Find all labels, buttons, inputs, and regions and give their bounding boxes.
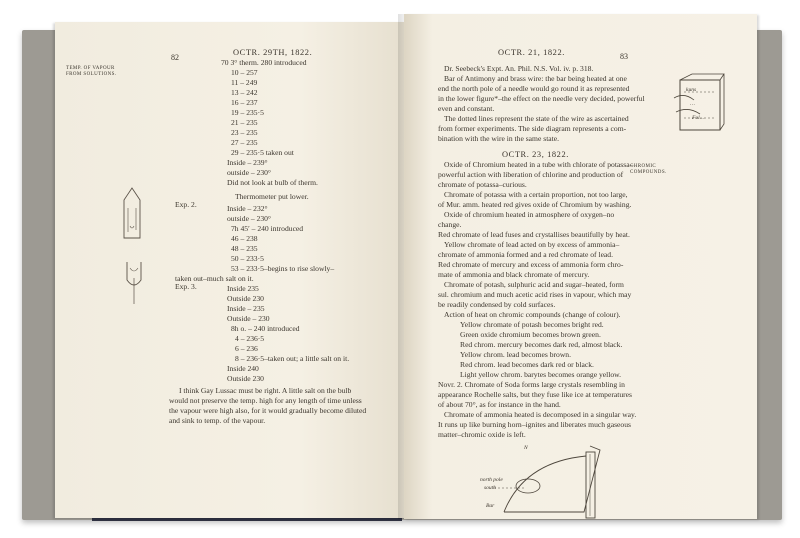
paragraph-line: Action of heat on chromic compounds (change of colour). — [444, 310, 621, 319]
paragraph-line: Bar of Antimony and brass wire: the bar being heated at one — [444, 74, 627, 83]
paragraph-line: chromate of ammonia formed and a red chromate of lead. — [438, 250, 614, 259]
left-page-header: OCTR. 29TH, 1822. — [233, 48, 313, 57]
paragraph-line: appearance Rochelle salts, but they fuse like ice at temperatures — [438, 390, 632, 399]
sketch-word: Fol… — [692, 115, 705, 121]
text-line: outside – 230° — [227, 168, 271, 177]
text-line: Inside – 232° — [227, 204, 268, 213]
list-item: Yellow chromate of potash becomes bright red. — [460, 320, 604, 329]
text-line: 19 – 235·5 — [231, 108, 264, 117]
text-line: 11 – 249 — [231, 78, 258, 87]
paragraph-line: Red chromate of mercury and excess of ammonia form chro- — [438, 260, 624, 269]
right-side-note-1: CHROMIC — [630, 164, 657, 169]
bulb-sketch-1 — [119, 186, 145, 244]
text-line: 6 – 236 — [235, 344, 258, 353]
apparatus-sketch — [670, 72, 734, 136]
paragraph-line: of Mur. amm. heated red gives oxide of Chromium by washing. — [438, 200, 632, 209]
paragraph-line: The dotted lines represent the state of the wire as ascertained — [444, 114, 629, 123]
paragraph-line: be readily condensed by cold surfaces. — [438, 300, 556, 309]
section-header: OCTR. 23, 1822. — [502, 150, 569, 159]
text-line: Outside 230 — [227, 374, 264, 383]
paragraph-line: Chromate of potash, sulphuric acid and sugar–heated, form — [444, 280, 624, 289]
text-line: 4 – 236·5 — [235, 334, 265, 343]
text-line: 27 – 235 — [231, 138, 258, 147]
paragraph-line: Oxide of Chromium heated in a tube with chlorate of potassa– — [444, 160, 634, 169]
text-line: 8 – 236·5–taken out; a little salt on it. — [235, 354, 350, 363]
left-side-note-1: TEMP. OF VAPOUR — [66, 66, 115, 71]
right-page — [404, 14, 757, 519]
paragraph-line: change. — [438, 220, 462, 229]
text-line: 8h o. – 240 introduced — [231, 324, 300, 333]
paragraph-line: powerful action with liberation of chlorine and production of — [438, 170, 624, 179]
text-line: Inside – 235 — [227, 304, 265, 313]
text-line: 50 – 233·5 — [231, 254, 264, 263]
diagram-label: Bar — [486, 503, 495, 509]
paragraph-line: Yellow chromate of lead acted on by excess of ammonia– — [444, 240, 620, 249]
left-page-number: 82 — [171, 53, 179, 62]
experiment-label: Exp. 3. — [175, 282, 197, 291]
text-line: 10 – 257 — [231, 68, 258, 77]
paragraph-line: Chromate of ammonia heated is decomposed in a singular way. — [444, 410, 637, 419]
paragraph-line: Chromate of potassa with a certain proportion, not too large, — [444, 190, 628, 199]
text-line: Inside 240 — [227, 364, 259, 373]
text-line: 23 – 235 — [231, 128, 258, 137]
paragraph-line: end the north pole of a needle would go round it as represented — [438, 84, 630, 93]
diagram-label: N — [524, 445, 528, 451]
sketch-word: kuns — [686, 87, 697, 93]
paragraph-line: in the lower figure*–the effect on the needle very decided, powerful — [438, 94, 645, 103]
paragraph-line: and sink to temp. of the vapour. — [169, 416, 266, 425]
text-line: 53 – 233·5–begins to rise slowly– — [231, 264, 335, 273]
paragraph-line: of about 70°, as for instance in the hand. — [438, 400, 561, 409]
paragraph-line: Red chromate of lead fuses and crystallises beautifully by heat. — [438, 230, 630, 239]
list-item: Yellow chrom. lead becomes brown. — [460, 350, 572, 359]
paragraph-line: Dr. Seebeck's Expt. An. Phil. N.S. Vol. iv. p. 318. — [444, 64, 594, 73]
left-page — [55, 22, 405, 518]
right-page-number: 83 — [620, 52, 628, 61]
text-line: Inside 235 — [227, 284, 259, 293]
paragraph-line: from former experiments. The side diagram represents a com- — [438, 124, 627, 133]
paragraph-line: Novr. 2. Chromate of Soda forms large crystals resembling in — [438, 380, 625, 389]
diagram-label: north pole — [480, 477, 503, 483]
sketch-word: … — [690, 101, 695, 107]
paragraph-line: sul. chromium and much acetic acid rises in vapour, which may — [438, 290, 632, 299]
paragraph-line: Oxide of chromium heated in atmosphere of oxygen–no — [444, 210, 615, 219]
paragraph-line: bination with the wire in the same state. — [438, 134, 560, 143]
paragraph-line: would not preserve the temp. high for any length of time unless — [169, 396, 362, 405]
paragraph-line: mate of ammonia and black chromate of mercury. — [438, 270, 590, 279]
list-item: Red chrom. lead becomes dark red or black. — [460, 360, 594, 369]
text-line: 7h 45′ – 240 introduced — [231, 224, 304, 233]
paragraph-line: It runs up like burning horn–ignites and liberates much gaseous — [438, 420, 631, 429]
list-item: Light yellow chrom. barytes becomes orange yellow. — [460, 370, 622, 379]
text-line: Outside 230 — [227, 294, 264, 303]
text-line: 13 – 242 — [231, 88, 258, 97]
text-line: Thermometer put lower. — [235, 192, 309, 201]
paragraph-line: even and constant. — [438, 104, 495, 113]
text-line: 46 – 238 — [231, 234, 258, 243]
paragraph-line: chromate of potassa–curious. — [438, 180, 527, 189]
list-item: Red chrom. mercury becomes dark red, almost black. — [460, 340, 623, 349]
paragraph-line: matter–chromic oxide is left. — [438, 430, 526, 439]
right-side-note-2: COMPOUNDS. — [630, 170, 667, 175]
bulb-sketch-2 — [121, 260, 147, 306]
text-line: taken out–much salt on it. — [175, 274, 254, 283]
left-side-note-2: FROM SOLUTIONS. — [66, 72, 117, 77]
paragraph-line: I think Gay Lussac must be right. A little salt on the bulb — [179, 386, 352, 395]
text-line: 21 – 235 — [231, 118, 258, 127]
text-line: 70 3° therm. 280 introduced — [221, 58, 307, 67]
right-page-header: OCTR. 21, 1822. — [498, 48, 565, 57]
paragraph-line: the vapour were high also, for it would gradually become diluted — [169, 406, 367, 415]
text-line: Inside – 239° — [227, 158, 268, 167]
text-line: Outside – 230 — [227, 314, 270, 323]
text-line: 48 – 235 — [231, 244, 258, 253]
text-line: 16 – 237 — [231, 98, 258, 107]
text-line: Did not look at bulb of therm. — [227, 178, 318, 187]
diagram-label: south — [484, 485, 496, 491]
list-item: Green oxide chromium becomes brown green. — [460, 330, 601, 339]
text-line: outside – 230° — [227, 214, 271, 223]
text-line: 29 – 235·5 taken out — [231, 148, 294, 157]
experiment-label: Exp. 2. — [175, 200, 197, 209]
